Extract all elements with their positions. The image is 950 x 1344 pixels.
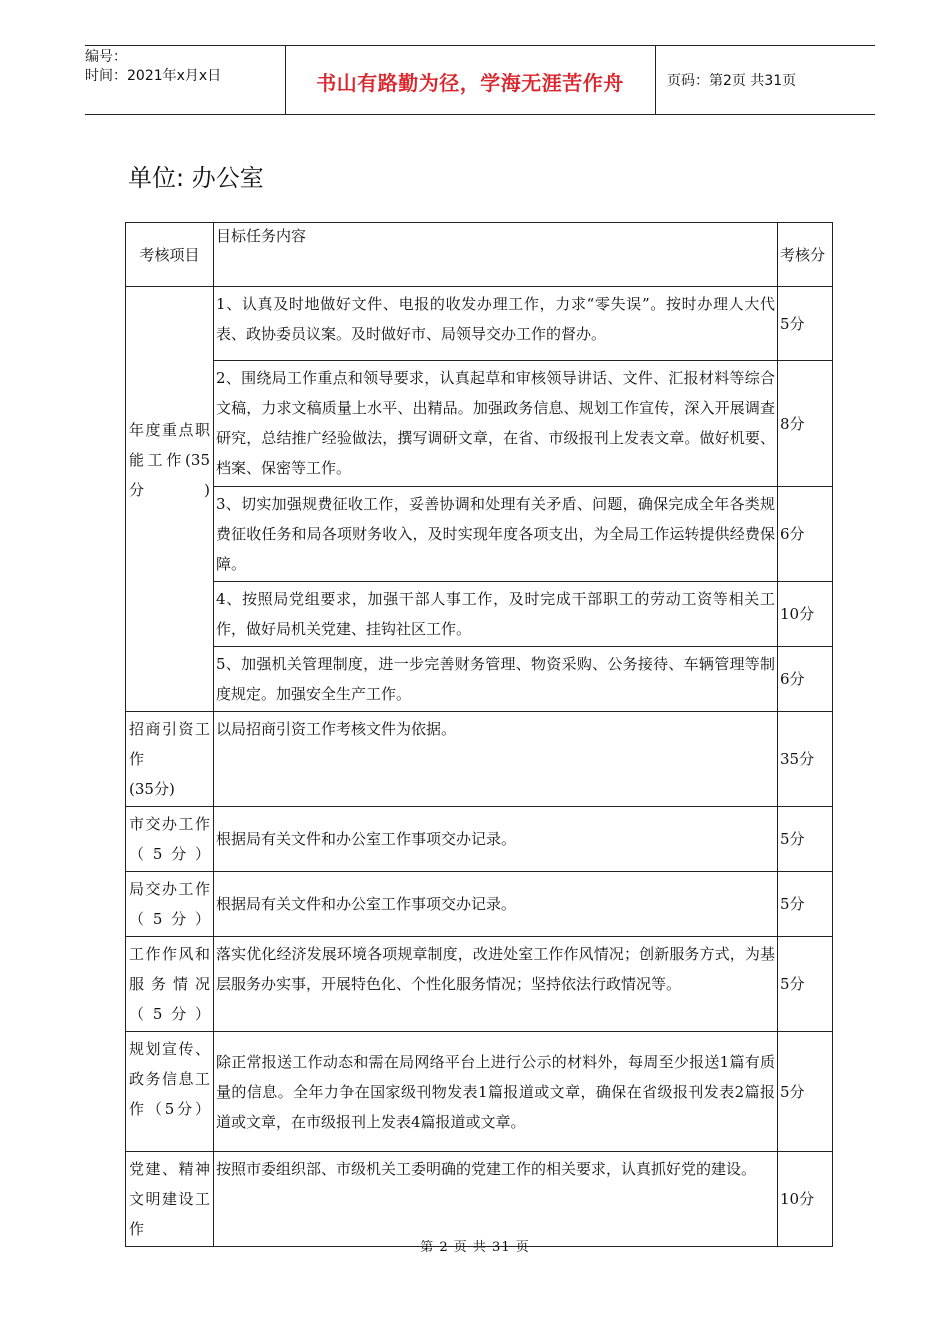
task-content: 以局招商引资工作考核文件为依据。 <box>214 712 778 807</box>
item-city-assigned: 市交办工作（5分） <box>126 807 214 872</box>
item-investment <box>126 712 214 807</box>
assessment-table <box>125 222 833 1247</box>
item-publicity-info: 规划宣传、政务信息工作（5分） <box>126 1032 214 1152</box>
table-row <box>126 1152 833 1247</box>
task-content: 1、认真及时地做好文件、电报的收发办理工作，力求“零失误”。按时办理人大代表、政协委员议案。及时做好市、局领导交办工作的督办。 <box>214 287 778 361</box>
task-content: 落实优化经济发展环境各项规章制度，改进处室工作作风情况；创新服务方式，为基层服务办实事，开展特色化、个性化服务情况；坚持依法行政情况等。 <box>214 937 778 1032</box>
task-score: 5分 <box>778 807 833 872</box>
table-row <box>126 361 833 487</box>
task-score: 5分 <box>778 872 833 937</box>
task-score: 10分 <box>778 582 833 647</box>
item-investment-label: 招商引资工作 <box>129 720 210 768</box>
header-meta <box>85 48 285 86</box>
header-page-code: 页码：第2页 共31页 <box>667 73 797 89</box>
table-header-row <box>126 223 833 287</box>
time-label: 时间：2021年x月x日 <box>85 68 222 84</box>
table-row <box>126 1032 833 1152</box>
item-bureau-assigned: 局交办工作（5分） <box>126 872 214 937</box>
table-row <box>126 712 833 807</box>
table-row <box>126 287 833 361</box>
task-content: 4、按照局党组要求，加强干部人事工作，及时完成干部职工的劳动工资等相关工作，做好局机关党建、挂钩社区工作。 <box>214 582 778 647</box>
table-row <box>126 487 833 582</box>
task-content: 2、围绕局工作重点和领导要求，认真起草和审核领导讲话、文件、汇报材料等综合文稿，力求文稿质量上水平、出精品。加强政务信息、规划工作宣传，深入开展调查研究，总结推广经验做法，撰写调研文章，在省、市级报刊上发表文章。做好机要、档案、保密等工作。 <box>214 361 778 487</box>
task-score: 6分 <box>778 487 833 582</box>
task-score: 5分 <box>778 287 833 361</box>
table-row <box>126 807 833 872</box>
task-score: 5分 <box>778 937 833 1032</box>
task-score: 10分 <box>778 1152 833 1247</box>
unit-title: 单位: 办公室 <box>128 164 264 192</box>
header-motto: 书山有路勤为径，学海无涯苦作舟 <box>316 71 624 95</box>
task-content: 根据局有关文件和办公室工作事项交办记录。 <box>214 872 778 937</box>
page-footer: 第 2 页 共 31 页 <box>420 1240 530 1255</box>
number-label: 编号： <box>85 49 127 65</box>
task-score: 6分 <box>778 647 833 712</box>
header-score: 考核分 <box>778 223 833 287</box>
header-item: 考核项目 <box>126 223 214 287</box>
item-work-style: 工作作风和服务情况（5分） <box>126 937 214 1032</box>
task-score: 35分 <box>778 712 833 807</box>
task-score: 5分 <box>778 1032 833 1152</box>
item-annual-key-work: 年度重点职能工作(35分) <box>126 287 214 712</box>
table-row <box>126 647 833 712</box>
table-row <box>126 582 833 647</box>
task-content: 除正常报送工作动态和需在局网络平台上进行公示的材料外，每周至少报送1篇有质量的信息。全年力争在国家级刊物发表1篇报道或文章，确保在省级报刊发表2篇报道或文章，在市级报刊上发表4篇报道或文章。 <box>214 1032 778 1152</box>
task-content: 3、切实加强规费征收工作，妥善协调和处理有关矛盾、问题，确保完成全年各类规费征收任务和局各项财务收入，及时实现年度各项支出，为全局工作运转提供经费保障。 <box>214 487 778 582</box>
page-header <box>85 45 875 115</box>
task-content: 根据局有关文件和办公室工作事项交办记录。 <box>214 807 778 872</box>
item-party-building: 党建、精神文明建设工作 <box>126 1152 214 1247</box>
task-content: 5、加强机关管理制度，进一步完善财务管理、物资采购、公务接待、车辆管理等制度规定。加强安全生产工作。 <box>214 647 778 712</box>
task-score: 8分 <box>778 361 833 487</box>
header-divider <box>655 46 656 114</box>
table-row <box>126 937 833 1032</box>
item-investment-score: (35分) <box>129 780 175 798</box>
table-row <box>126 872 833 937</box>
header-content: 目标任务内容 <box>214 223 778 287</box>
task-content: 按照市委组织部、市级机关工委明确的党建工作的相关要求，认真抓好党的建设。 <box>214 1152 778 1247</box>
